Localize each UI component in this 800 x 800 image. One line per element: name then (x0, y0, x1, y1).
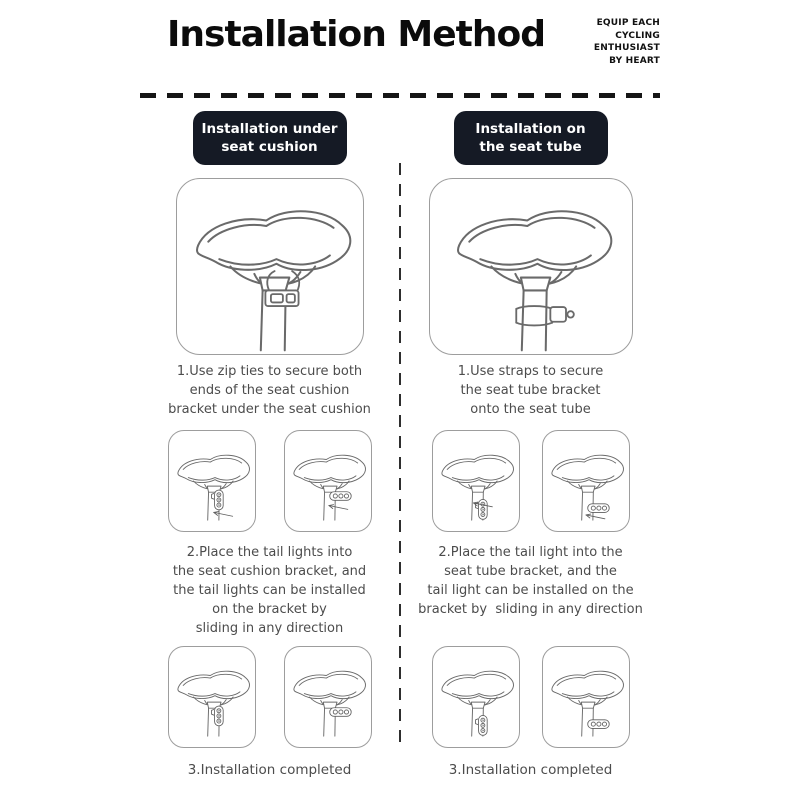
step-text-line: 2.Place the tail light into the (438, 545, 623, 561)
step2-instructions-left (173, 543, 366, 642)
badge-line: Installation under (201, 121, 338, 138)
step-text-line: tail light can be installed on the (427, 583, 634, 599)
illustration-box-step3b-right (542, 646, 630, 748)
step-text-line: bracket under the seat cushion (168, 402, 371, 418)
seat-tube-light-vertical-installed-illustration (433, 647, 519, 747)
step-text-line: the tail lights can be installed (173, 583, 366, 599)
slogan-line: CYCLING (615, 30, 660, 41)
illustration-box-step2b-left (284, 430, 372, 532)
method-badge-under-cushion (193, 111, 347, 165)
slogan-line: ENTHUSIAST (593, 43, 660, 54)
brand-slogan (572, 14, 660, 67)
two-column-layout (140, 101, 660, 780)
page-title: Installation Method (167, 14, 545, 55)
illustration-box-step2b-right (542, 430, 630, 532)
step-text-line: sliding in any direction (195, 621, 344, 637)
seat-tube-light-horizontal-slide-arrow-illustration (543, 431, 629, 531)
illustration-box-step2a-right (432, 430, 520, 532)
step-text-line: 2.Place the tail lights into (186, 545, 353, 561)
step2-instructions-right (418, 543, 643, 642)
saddle-seat-tube-strap-illustration (430, 179, 632, 354)
poster-content (140, 0, 660, 780)
step-text-line: onto the seat tube (470, 402, 591, 418)
step-text-line: 1.Use straps to secure (457, 364, 604, 380)
illustration-box-step3a-right (432, 646, 520, 748)
saddle-under-cushion-bracket-illustration (177, 179, 363, 354)
step-text-line: 1.Use zip ties to secure both (176, 364, 363, 380)
step-text-line: on the bracket by (212, 602, 327, 618)
column-on-seat-tube (401, 101, 660, 780)
step-text-line: 3.Installation completed (448, 762, 613, 779)
slogan-line: BY HEART (609, 55, 660, 66)
illustration-box-step1-right (429, 178, 633, 355)
masthead (140, 0, 660, 67)
step1-instructions-left (168, 362, 371, 419)
tail-light-vertical-slide-arrow-illustration (169, 431, 255, 531)
step1-instructions-right (458, 362, 604, 419)
step-text-line: the seat cushion bracket, and (172, 564, 367, 580)
illustration-box-step1-left (176, 178, 364, 355)
step-text-line: the seat tube bracket (460, 383, 601, 399)
badge-line: the seat tube (479, 139, 582, 156)
step3-caption-left (188, 761, 352, 780)
step2-images-left (168, 430, 372, 532)
tail-light-horizontal-installed-illustration (285, 647, 371, 747)
step-text-line: ends of the seat cushion (189, 383, 350, 399)
seat-tube-light-vertical-slide-arrow-illustration (433, 431, 519, 531)
badge-line: Installation on (475, 121, 586, 138)
step-text-line: bracket by sliding in any direction (418, 602, 643, 618)
column-under-seat-cushion (140, 101, 399, 780)
seat-tube-light-horizontal-installed-illustration (543, 647, 629, 747)
step3-images-right (432, 646, 630, 748)
slogan-line: EQUIP EACH (596, 18, 660, 28)
method-badge-seat-tube (454, 111, 608, 165)
tail-light-horizontal-slide-arrow-illustration (285, 431, 371, 531)
illustration-box-step3b-left (284, 646, 372, 748)
horizontal-dashed-divider (140, 93, 660, 98)
step2-images-right (432, 430, 630, 532)
step-text-line: seat tube bracket, and the (444, 564, 617, 580)
illustration-box-step2a-left (168, 430, 256, 532)
step3-caption-right (449, 761, 613, 780)
illustration-box-step3a-left (168, 646, 256, 748)
step3-images-left (168, 646, 372, 748)
badge-line: seat cushion (221, 139, 318, 156)
tail-light-vertical-installed-illustration (169, 647, 255, 747)
step-text-line: 3.Installation completed (187, 762, 352, 779)
